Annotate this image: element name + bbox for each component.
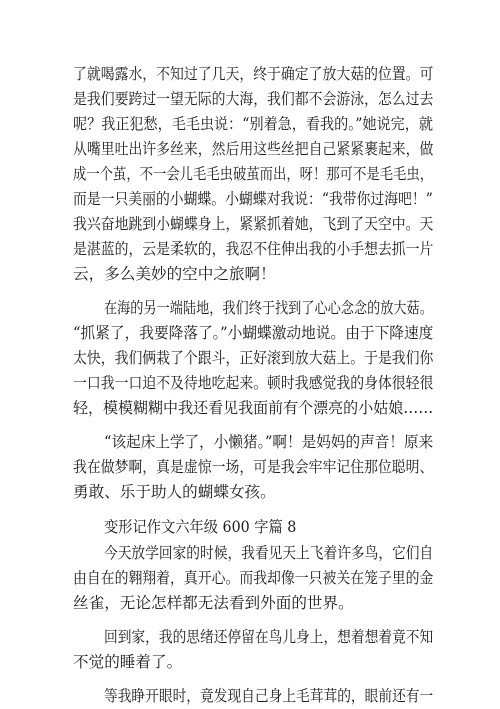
text-line: 不觉的睡着了。 <box>73 653 183 671</box>
text-line: 从嘴里吐出许多丝来，然后用这些丝把自己紧紧裹起来，做 <box>73 140 434 158</box>
text-line: “抓紧了，我要降落了。”小蝴蝶激动地说。由于下降速度 <box>73 324 434 342</box>
text-line: 我在做梦啊，真是虚惊一场，可是我会牢牢记住那位聪明、 <box>73 458 434 476</box>
text-line: 是湛蓝的，云是柔软的，我忍不住伸出我的小手想去抓一片 <box>73 240 434 258</box>
text-line: 而是一只美丽的小蝴蝶。小蝴蝶对我说：“我带你过海吧！” <box>73 190 433 208</box>
text-line: 回到家，我的思绪还停留在鸟儿身上，想着想着竟不知 <box>104 628 434 646</box>
text-line: 我兴奋地跳到小蝴蝶身上，紧紧抓着她，飞到了天空中。天 <box>73 215 434 233</box>
text-line: 了就喝露水，不知过了几天，终于确定了放大菇的位置。可 <box>73 65 434 83</box>
text-line: 勇敢、乐于助人的蝴蝶女孩。 <box>73 483 276 501</box>
text-line: 由自在的翱翔着，真开心。而我却像一只被关在笼子里的金 <box>73 569 434 587</box>
text-line: “该起床上学了，小懒猪。”啊！是妈妈的声音！原来 <box>104 433 434 451</box>
text-line: 呢？我正犯愁，毛毛虫说：“别着急，看我的。”她说完，就 <box>73 115 433 133</box>
text-line: 一口我一口迫不及待地吃起来。顿时我感觉我的身体很轻很 <box>73 374 434 392</box>
text-line: 云，多么美妙的空中之旅啊！ <box>73 265 276 283</box>
text-line: 太快，我们俩栽了个跟斗，正好滚到放大菇上。于是我们你 <box>73 349 434 367</box>
text-line: 是我们要跨过一望无际的大海，我们都不会游泳，怎么过去 <box>73 90 434 108</box>
text-line: 丝雀，无论怎样都无法看到外面的世界。 <box>73 594 354 612</box>
text-line: 今天放学回家的时候，我看见天上飞着许多鸟，它们自 <box>104 544 434 562</box>
text-line: 成一个茧，不一会儿毛毛虫破茧而出，呀！那可不是毛毛虫， <box>73 165 434 183</box>
text-line: 在海的另一端陆地，我们终于找到了心心念念的放大菇。 <box>104 299 433 317</box>
text-line: 轻，模模糊糊中我还看见我面前有个漂亮的小姑娘…… <box>73 399 434 417</box>
section-heading: 变形记作文六年级 600 字篇 8 <box>104 518 297 536</box>
text-line: 等我睁开眼时，竟发现自己身上毛茸茸的，眼前还有一 <box>104 687 434 705</box>
